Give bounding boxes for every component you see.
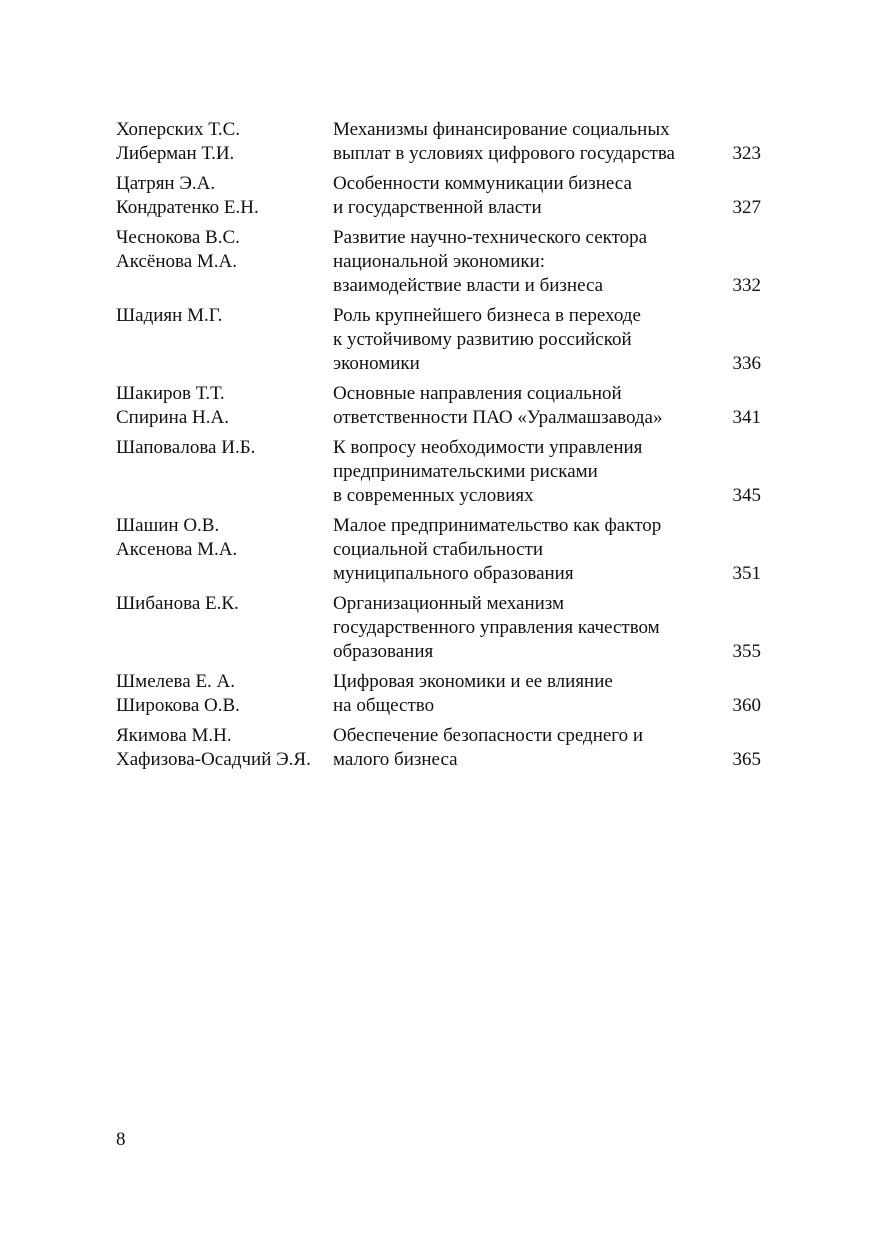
author-name: Аксенова М.А.: [116, 539, 238, 560]
page-ref-number: 341: [732, 407, 761, 428]
author-name: Шибанова Е.К.: [116, 593, 239, 614]
page-ref-number: 323: [732, 143, 761, 164]
title-line: выплат в условиях цифрового государства: [333, 143, 675, 164]
toc-entry-title: [333, 514, 725, 586]
toc-entry-title: [333, 118, 725, 166]
toc-entry-page: [725, 724, 761, 772]
title-line: малого бизнеса: [333, 749, 458, 770]
toc-entry-title: [333, 592, 725, 664]
page-number: 8: [116, 1129, 126, 1150]
toc-entry: [116, 304, 761, 376]
title-line: экономики: [333, 353, 420, 374]
toc-entry-title: [333, 382, 725, 430]
page-ref-number: 332: [732, 275, 761, 296]
toc-entry-authors: [116, 172, 333, 220]
table-of-contents: [116, 118, 761, 778]
toc-entry-title: [333, 172, 725, 220]
toc-entry-authors: [116, 226, 333, 298]
page-ref-number: 351: [732, 563, 761, 584]
page-ref-number: 355: [732, 641, 761, 662]
toc-entry-page: [725, 592, 761, 664]
toc-entry-page: [725, 118, 761, 166]
toc-entry-title: [333, 670, 725, 718]
title-line: Основные направления социальной: [333, 383, 622, 404]
title-line: Малое предпринимательство как фактор: [333, 515, 662, 536]
title-line: к устойчивому развитию российской: [333, 329, 632, 350]
toc-entry-page: [725, 436, 761, 508]
toc-entry-page: [725, 304, 761, 376]
author-name: Якимова М.Н.: [116, 725, 232, 746]
author-name: Аксёнова М.А.: [116, 251, 238, 272]
author-name: Шаповалова И.Б.: [116, 437, 256, 458]
title-line: ответственности ПАО «Уралмашзавода»: [333, 407, 663, 428]
title-line: в современных условиях: [333, 485, 534, 506]
page-ref-number: 327: [732, 197, 761, 218]
author-name: Шмелева Е. А.: [116, 671, 236, 692]
title-line: образования: [333, 641, 434, 662]
title-line: национальной экономики:: [333, 251, 546, 272]
toc-entry: [116, 172, 761, 220]
title-line: и государственной власти: [333, 197, 542, 218]
title-line: Роль крупнейшего бизнеса в переходе: [333, 305, 641, 326]
toc-entry: [116, 670, 761, 718]
toc-entry: [116, 436, 761, 508]
toc-entry-title: [333, 724, 725, 772]
toc-entry-page: [725, 172, 761, 220]
page-ref-number: 336: [732, 353, 761, 374]
title-line: муниципального образования: [333, 563, 574, 584]
toc-entry: [116, 382, 761, 430]
title-line: Развитие научно-технического сектора: [333, 227, 648, 248]
author-name: Шакиров Т.Т.: [116, 383, 225, 404]
title-line: предпринимательскими рисками: [333, 461, 598, 482]
author-name: Шашин О.В.: [116, 515, 220, 536]
title-line: Цифровая экономики и ее влияние: [333, 671, 613, 692]
page-ref-number: 345: [732, 485, 761, 506]
toc-entry: [116, 724, 761, 772]
author-name: Спирина Н.А.: [116, 407, 229, 428]
toc-entry-title: [333, 226, 725, 298]
toc-entry-authors: [116, 304, 333, 376]
toc-entry-authors: [116, 118, 333, 166]
toc-entry-title: [333, 304, 725, 376]
author-name: Кондратенко Е.Н.: [116, 197, 259, 218]
toc-entry-authors: [116, 592, 333, 664]
author-name: Цатрян Э.А.: [116, 173, 216, 194]
toc-entry-authors: [116, 514, 333, 586]
toc-entry-page: [725, 514, 761, 586]
toc-entry-title: [333, 436, 725, 508]
title-line: Особенности коммуникации бизнеса: [333, 173, 632, 194]
author-name: Чеснокова В.С.: [116, 227, 240, 248]
title-line: на общество: [333, 695, 435, 716]
title-line: Механизмы финансирование социальных: [333, 119, 670, 140]
title-line: государственного управления качеством: [333, 617, 660, 638]
toc-entry: [116, 514, 761, 586]
author-name: Хафизова-Осадчий Э.Я.: [116, 749, 311, 770]
author-name: Хоперских Т.С.: [116, 119, 241, 140]
toc-entry: [116, 118, 761, 166]
author-name: Шадиян М.Г.: [116, 305, 223, 326]
title-line: Обеспечение безопасности среднего и: [333, 725, 644, 746]
toc-entry-page: [725, 226, 761, 298]
title-line: социальной стабильности: [333, 539, 544, 560]
toc-entry-page: [725, 670, 761, 718]
title-line: Организационный механизм: [333, 593, 565, 614]
page-ref-number: 365: [732, 749, 761, 770]
toc-entry-authors: [116, 724, 333, 772]
toc-entry: [116, 592, 761, 664]
title-line: К вопросу необходимости управления: [333, 437, 643, 458]
toc-entry: [116, 226, 761, 298]
author-name: Либерман Т.И.: [116, 143, 235, 164]
title-line: взаимодействие власти и бизнеса: [333, 275, 604, 296]
toc-entry-authors: [116, 436, 333, 508]
page-ref-number: 360: [732, 695, 761, 716]
author-name: Широкова О.В.: [116, 695, 240, 716]
toc-entry-authors: [116, 670, 333, 718]
toc-entry-page: [725, 382, 761, 430]
toc-entry-authors: [116, 382, 333, 430]
